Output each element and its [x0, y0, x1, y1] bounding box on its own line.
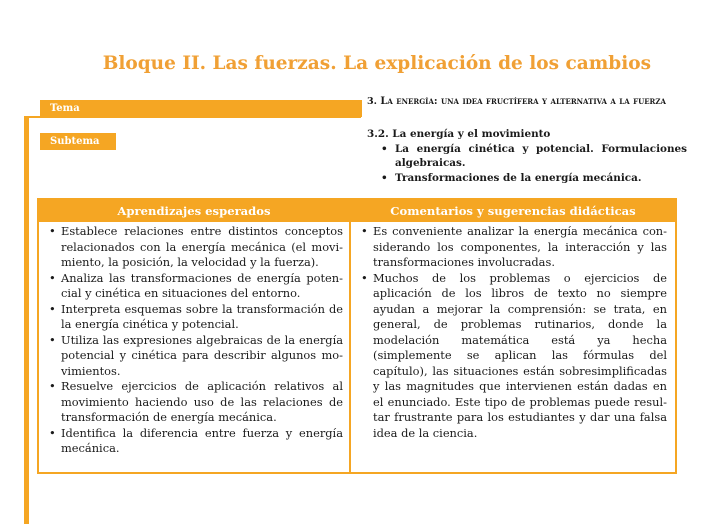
column-header-aprendizajes: Aprendizajes esperados [39, 200, 349, 222]
list-item: • Analiza las transformaciones de energía potencial y cinética en situaciones del entorno. [47, 271, 343, 302]
list-item: • Establece relaciones entre distintos conceptos relacionados con la energía mecánica (el movimiento, la posición, la velocidad y la fuerza). [47, 224, 343, 271]
tema-label: Tema [40, 100, 362, 117]
subtema-heading: 3.2. La energía y el movimiento [367, 128, 551, 140]
page-title: Bloque II. Las fuerzas. La explicación de los cambios [102, 53, 651, 74]
subtema-block [367, 127, 687, 185]
tema-text [367, 96, 666, 107]
column-divider [349, 200, 351, 472]
column-header-comentarios: Comentarios y sugerencias didácticas [351, 200, 675, 222]
subtema-label: Subtema [40, 133, 116, 150]
left-accent-bar [24, 116, 29, 524]
aprendizajes-list [47, 224, 343, 457]
subtema-item: • La energía cinética y potencial. Formulaciones algebraicas. [381, 142, 687, 171]
learning-table [37, 198, 677, 474]
tema-number: 3. [367, 96, 378, 107]
comentarios-column [359, 224, 667, 441]
list-item: • Utiliza las expresiones algebraicas de la energía potencial y cinética para describir algunos movimientos. [47, 333, 343, 380]
subtema-item: • Transformaciones de la energía mecánica. [381, 171, 687, 186]
comentarios-list [359, 224, 667, 441]
list-item: • Interpreta esquemas sobre la transformación de la energía cinética y potencial. [47, 302, 343, 333]
tema-title: La energía: una idea fructífera y alternativa a la fuerza [380, 96, 666, 107]
subtema-list [367, 142, 687, 186]
list-item: • Identifica la diferencia entre fuerza y energía mecánica. [47, 426, 343, 457]
list-item: • Es conveniente analizar la energía mecánica considerando los componentes, la interacción y las transformaciones involucradas. [359, 224, 667, 271]
list-item: • Resuelve ejercicios de aplicación relativos al movimiento haciendo uso de las relaciones de transformación de energía mecánica. [47, 379, 343, 426]
aprendizajes-column [47, 224, 343, 457]
list-item: • Muchos de los problemas o ejercicios de aplicación de los libros de texto no siempre ayudan a mejorar la comprensión: se trata, en general, de problemas rutinarios, donde la modelación matemática está ya hecha (simplemente se aplican las fórmulas del capítulo), las situaciones están sobresimplificadas y las magnitudes que intervienen están dadas en el enunciado. Este tipo de problemas puede resultar frustrante para los estudiantes y dar una falsa idea de la ciencia. [359, 271, 667, 442]
